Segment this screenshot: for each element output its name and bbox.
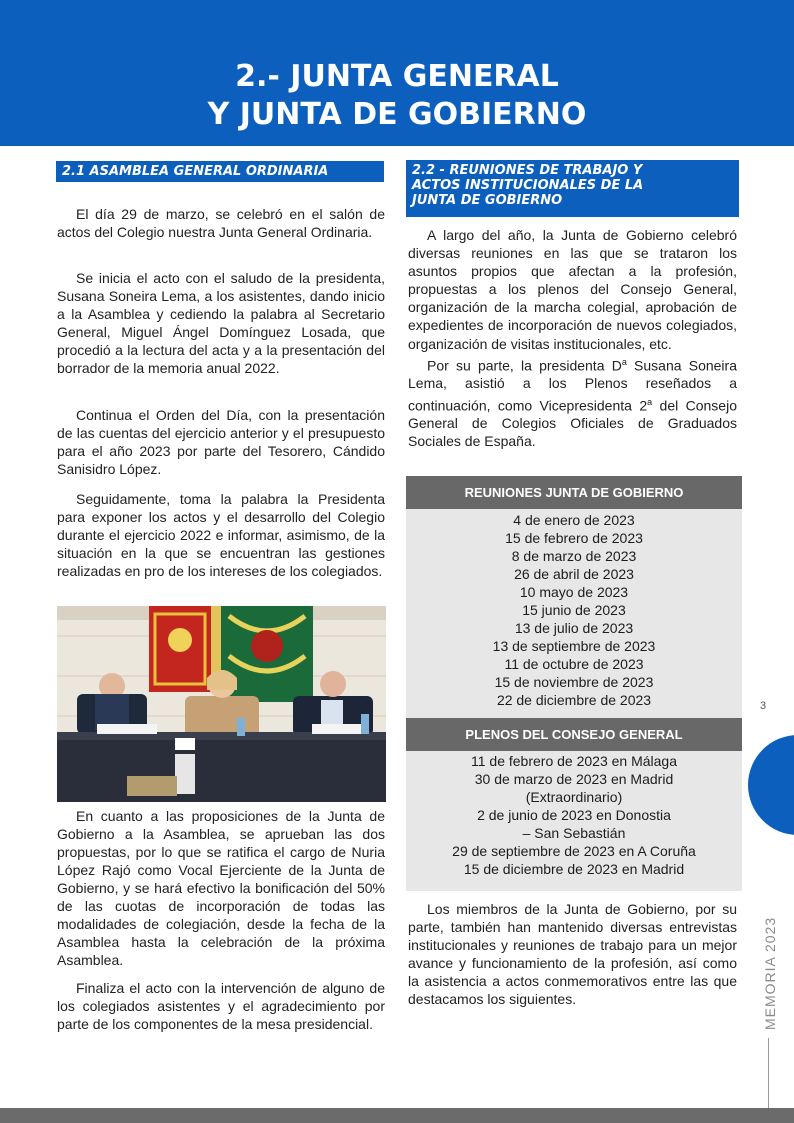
paragraph-6: Finaliza el acto con la intervención de alguno de los colegiados asistentes y el agradecimiento por parte de los componentes de la mesa presidencial. (57, 980, 385, 1032)
right-intro-presidenta: Por su parte, la presidenta $D^a$ Susana Soneira Lema, asistió a los Plenos reseñados a continuación, como Vicepresidenta 2$^a$ del Consejo General de Colegios Oficiales de Graduados Sociales de España. (408, 356, 737, 450)
paragraph-2: Se inicia el acto con el saludo de la presidenta, Susana Soneira Lema, a los asistentes, dando inicio a la Asamblea y cediendo la palabra al Secretario General, Miguel Ángel Domínguez Losada, que procedió a la lectura del acta y a la presentación del borrador de la memoria anual 2022. (57, 270, 385, 376)
table-row: 15 de febrero de 2023 (505, 530, 643, 546)
table-plenos-consejo (406, 718, 742, 891)
table-row: – San Sebastián (522, 825, 626, 841)
table-reuniones-body (406, 509, 742, 718)
table-row: 22 de diciembre de 2023 (496, 692, 652, 708)
paragraph-5: En cuanto a las proposiciones de la Junta de Gobierno a la Asamblea, se aprueban las dos propuestas, por lo que se ratifica el cargo de Nuria López Rajó como Vocal Ejerciente de la Junta de Gobierno, y se hará efectivo la bonificación del 50% de las cuotas de incorporación de todas las modalidades de colegiación, desde la fecha de la Asamblea hasta la celebración de la próxima Asamblea. (57, 808, 385, 968)
table-plenos-body (406, 751, 742, 891)
right-closing: Los miembros de la Junta de Gobierno, por su parte, también han mantenido diversas entrevistas institucionales y reuniones de trabajo para un mejor avance y funcionamiento de la profesión, así como la asistencia a actos conmemorativos entre las que destacamos los siguientes. (408, 901, 737, 1007)
table-row: 13 de julio de 2023 (514, 620, 634, 636)
sidebar-divider (768, 1038, 769, 1108)
table-reuniones-junta (406, 476, 742, 718)
section-heading-asamblea: 2.1 ASAMBLEA GENERAL ORDINARIA (56, 161, 384, 182)
table-row: 15 de diciembre de 2023 en Madrid (463, 861, 685, 877)
table-row: 30 de marzo de 2023 en Madrid (474, 771, 674, 787)
table-row: 8 de marzo de 2023 (511, 548, 637, 564)
table-row: 29 de septiembre de 2023 en A Coruña (452, 843, 696, 859)
page-title: 2.- JUNTA GENERAL Y JUNTA DE GOBIERNO (207, 59, 587, 132)
table-row: 11 de octubre de 2023 (504, 656, 644, 672)
header-banner (0, 0, 794, 146)
table-row: 11 de febrero de 2023 en Málaga (470, 753, 677, 769)
decorative-circle (748, 735, 794, 835)
table-row: 10 mayo de 2023 (519, 584, 629, 600)
right-intro: A largo del año, la Junta de Gobierno celebró diversas reuniones en las que se trataron los asuntos propios que afectan a la profesión, propuestas a los plenos del Consejo General, organización de la marcha colegial, aprobación de expedientes de incorporación de nuevos colegiados, organización de visitas institucionales, etc. Por su parte, la presidenta $D^a$ Susana Soneira Lema, asistió a los Plenos reseñados a continuación, como Vicepresidenta 2$^a$ del Consejo General de Colegios Oficiales de Graduados Sociales de España. (408, 227, 737, 450)
page-number: 3 (760, 700, 767, 712)
paragraph-1: El día 29 de marzo, se celebró en el salón de actos del Colegio nuestra Junta General Ordinaria. (57, 206, 385, 240)
section-heading-reuniones: 2.2 - REUNIONES DE TRABAJO Y ACTOS INSTITUCIONALES DE LA JUNTA DE GOBIERNO (406, 160, 739, 217)
footer-bar (0, 1108, 794, 1123)
table-plenos-header: PLENOS DEL CONSEJO GENERAL (406, 718, 742, 751)
table-row: 13 de septiembre de 2023 (492, 638, 656, 654)
table-row: 15 junio de 2023 (522, 602, 626, 618)
table-row: (Extraordinario) (525, 789, 623, 805)
table-reuniones-header: REUNIONES JUNTA DE GOBIERNO (406, 476, 742, 509)
memoria-label: MEMORIA 2023 (762, 916, 778, 1030)
table-row: 15 de noviembre de 2023 (494, 674, 654, 690)
assembly-photo (57, 606, 386, 802)
paragraph-3: Continua el Orden del Día, con la presentación de las cuentas del ejercicio anterior y el presupuesto para el año 2023 por parte del Tesorero, Cándido Sanisidro López. (57, 407, 385, 477)
table-row: 4 de enero de 2023 (513, 512, 635, 528)
paragraph-4: Seguidamente, toma la palabra la Presidenta para exponer los actos y el desarrollo del Colegio durante el ejercicio 2022 e informar, asimismo, de la situación en la que se encuentran las gestiones realizadas en pro de los intereses de los colegiados. (57, 491, 385, 579)
table-row: 2 de junio de 2023 en Donostia (477, 807, 671, 823)
table-row: 26 de abril de 2023 (514, 566, 634, 582)
